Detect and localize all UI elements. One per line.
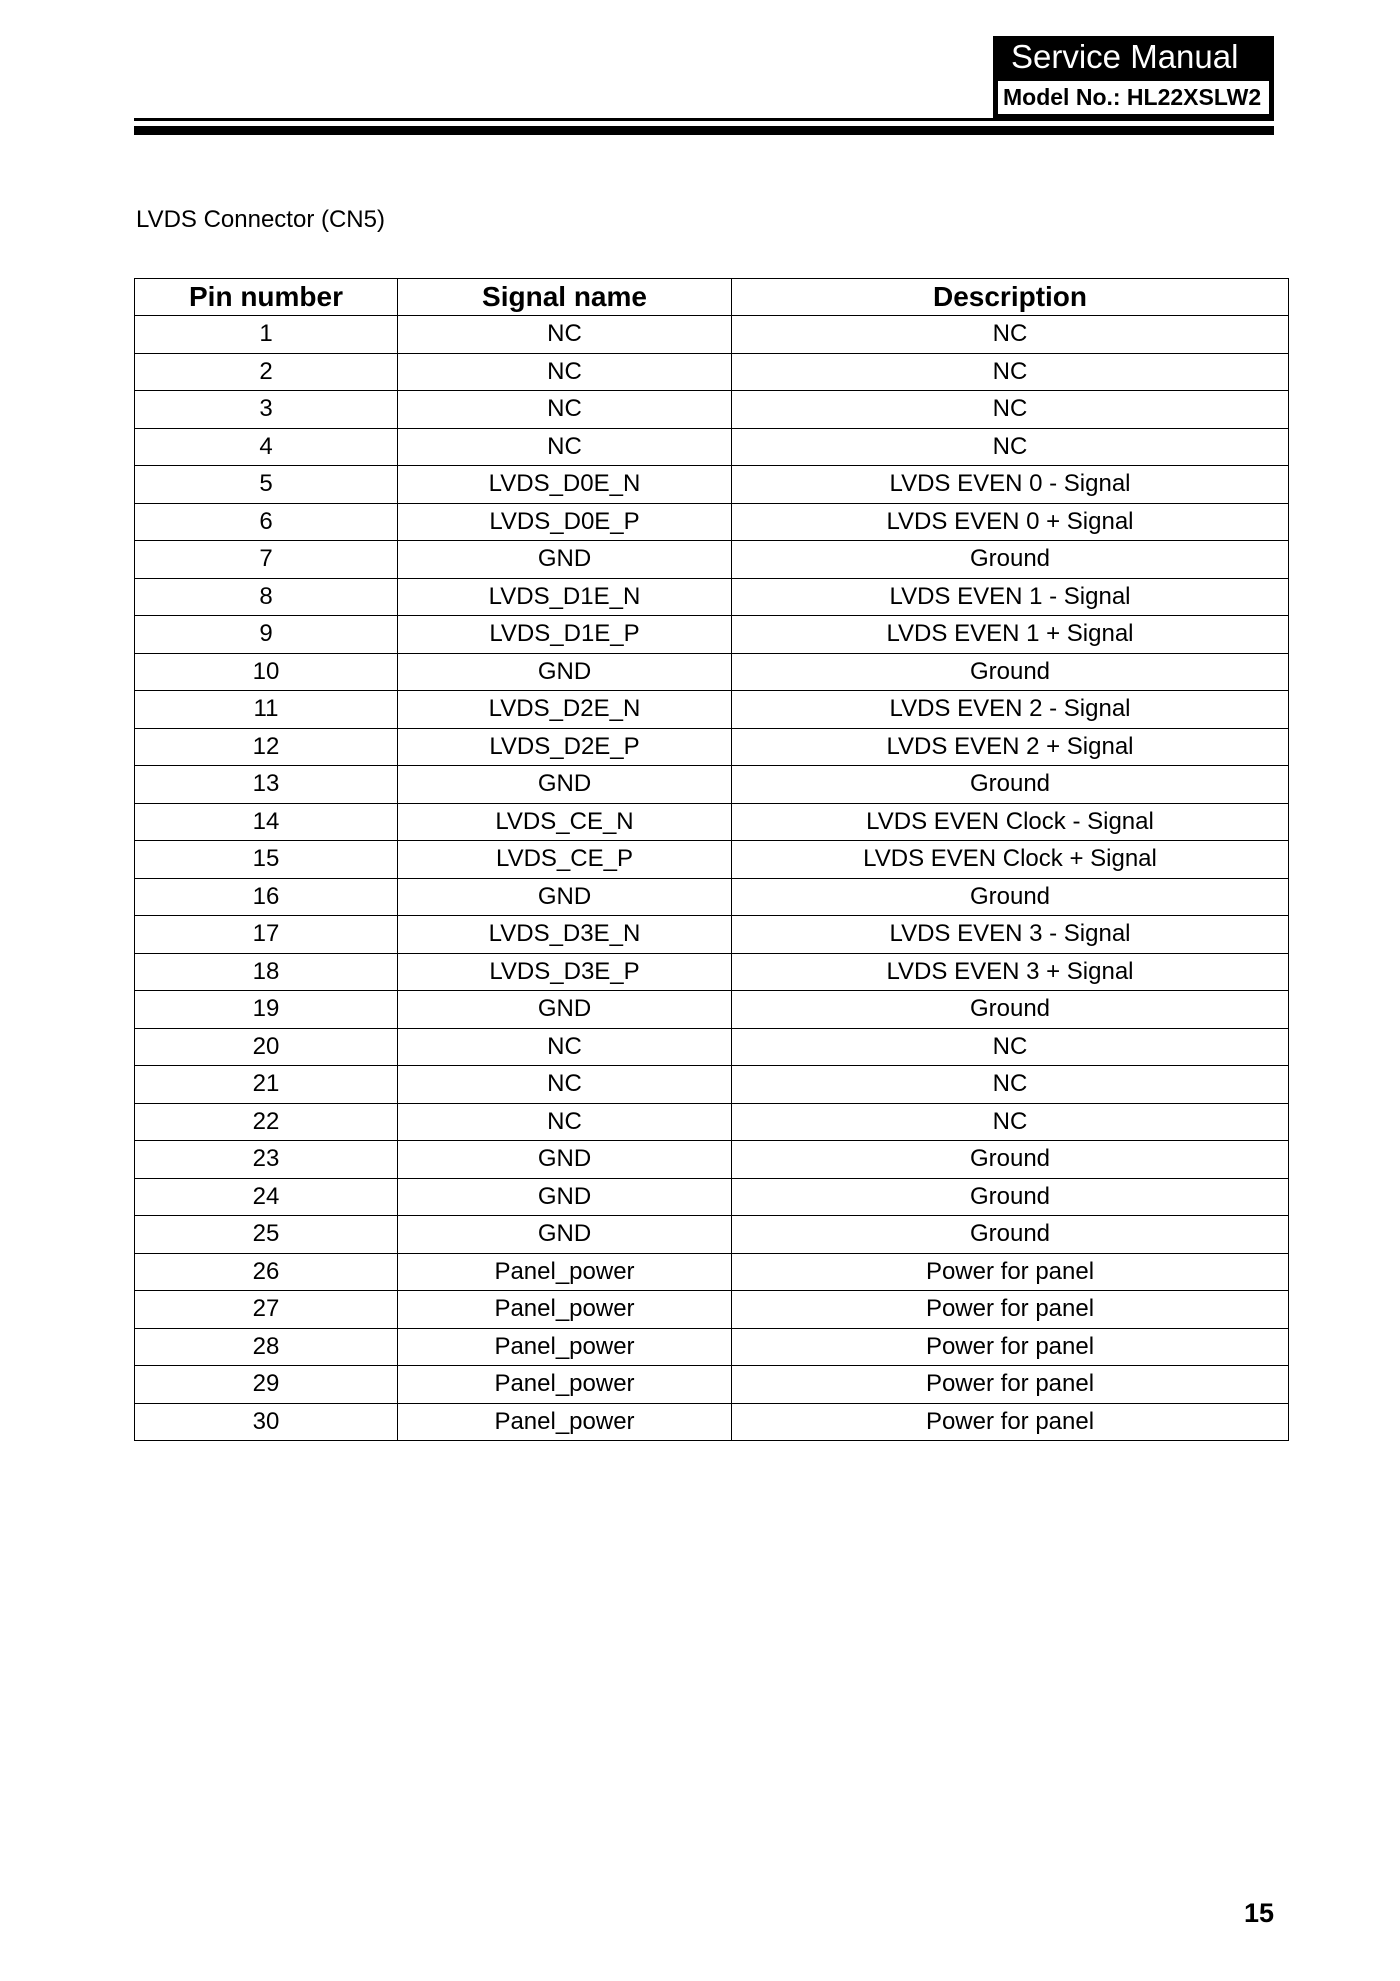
pin-number-cell: 14 [135, 803, 398, 841]
pin-number-cell: 8 [135, 578, 398, 616]
pin-number-cell: 4 [135, 428, 398, 466]
table-row [135, 316, 1289, 354]
description-cell: LVDS EVEN 2 - Signal [732, 691, 1289, 729]
table-row [135, 841, 1289, 879]
header-title: Service Manual [1011, 38, 1239, 75]
description-cell: NC [732, 316, 1289, 354]
signal-name-cell: GND [398, 541, 732, 579]
pin-number-cell: 29 [135, 1366, 398, 1404]
pin-number-cell: 12 [135, 728, 398, 766]
description-cell: LVDS EVEN Clock - Signal [732, 803, 1289, 841]
table-row [135, 541, 1289, 579]
signal-name-cell: GND [398, 1178, 732, 1216]
description-cell: LVDS EVEN 3 - Signal [732, 916, 1289, 954]
pin-number-cell: 19 [135, 991, 398, 1029]
description-cell: Power for panel [732, 1403, 1289, 1441]
pin-number-cell: 3 [135, 391, 398, 429]
pin-number-cell: 2 [135, 353, 398, 391]
signal-name-cell: LVDS_D1E_P [398, 616, 732, 654]
table-row [135, 578, 1289, 616]
table-row [135, 728, 1289, 766]
pin-number-cell: 25 [135, 1216, 398, 1254]
description-cell: LVDS EVEN 0 + Signal [732, 503, 1289, 541]
table-row [135, 503, 1289, 541]
pin-number-cell: 23 [135, 1141, 398, 1179]
pin-table-body [135, 316, 1289, 1441]
signal-name-cell: LVDS_CE_N [398, 803, 732, 841]
description-cell: LVDS EVEN 3 + Signal [732, 953, 1289, 991]
signal-name-cell: NC [398, 428, 732, 466]
description-cell: Power for panel [732, 1328, 1289, 1366]
header-rule-thin [134, 118, 1274, 121]
pin-number-cell: 26 [135, 1253, 398, 1291]
signal-name-cell: LVDS_D3E_P [398, 953, 732, 991]
pin-number-cell: 18 [135, 953, 398, 991]
description-cell: NC [732, 1103, 1289, 1141]
description-cell: Ground [732, 1178, 1289, 1216]
description-cell: LVDS EVEN 1 + Signal [732, 616, 1289, 654]
pin-number-cell: 28 [135, 1328, 398, 1366]
signal-name-cell: LVDS_D2E_N [398, 691, 732, 729]
signal-name-cell: NC [398, 1066, 732, 1104]
signal-name-cell: GND [398, 1216, 732, 1254]
description-cell: LVDS EVEN 2 + Signal [732, 728, 1289, 766]
page-number: 15 [1243, 1898, 1274, 1928]
table-row [135, 1141, 1289, 1179]
table-row [135, 1403, 1289, 1441]
table-row [135, 428, 1289, 466]
pin-number-cell: 17 [135, 916, 398, 954]
table-row [135, 1291, 1289, 1329]
signal-name-cell: Panel_power [398, 1291, 732, 1329]
table-row [135, 616, 1289, 654]
description-cell: NC [732, 1028, 1289, 1066]
signal-name-cell: Panel_power [398, 1366, 732, 1404]
signal-name-cell: NC [398, 316, 732, 354]
signal-name-cell: LVDS_D0E_P [398, 503, 732, 541]
pin-number-cell: 5 [135, 466, 398, 504]
description-cell: Ground [732, 1216, 1289, 1254]
signal-name-cell: LVDS_D1E_N [398, 578, 732, 616]
description-cell: Power for panel [732, 1291, 1289, 1329]
table-row [135, 803, 1289, 841]
table-row [135, 1216, 1289, 1254]
signal-name-cell: Panel_power [398, 1328, 732, 1366]
signal-name-cell: LVDS_D2E_P [398, 728, 732, 766]
signal-name-cell: NC [398, 1028, 732, 1066]
signal-name-cell: Panel_power [398, 1403, 732, 1441]
table-row [135, 916, 1289, 954]
description-cell: NC [732, 353, 1289, 391]
signal-name-cell: GND [398, 1141, 732, 1179]
table-row [135, 1366, 1289, 1404]
description-cell: LVDS EVEN 1 - Signal [732, 578, 1289, 616]
pin-number-cell: 9 [135, 616, 398, 654]
signal-name-cell: GND [398, 878, 732, 916]
table-row [135, 353, 1289, 391]
signal-name-cell: NC [398, 391, 732, 429]
column-header-signal-name: Signal name [398, 279, 732, 316]
signal-name-cell: LVDS_D0E_N [398, 466, 732, 504]
description-cell: LVDS EVEN Clock + Signal [732, 841, 1289, 879]
pin-number-cell: 24 [135, 1178, 398, 1216]
description-cell: Ground [732, 541, 1289, 579]
signal-name-cell: NC [398, 1103, 732, 1141]
pin-number-cell: 21 [135, 1066, 398, 1104]
pin-number-cell: 15 [135, 841, 398, 879]
pin-number-cell: 20 [135, 1028, 398, 1066]
pin-number-cell: 30 [135, 1403, 398, 1441]
table-row [135, 953, 1289, 991]
column-header-pin-number: Pin number [135, 279, 398, 316]
table-row [135, 466, 1289, 504]
pin-number-cell: 10 [135, 653, 398, 691]
table-row [135, 1066, 1289, 1104]
table-row [135, 691, 1289, 729]
signal-name-cell: LVDS_D3E_N [398, 916, 732, 954]
description-cell: Power for panel [732, 1366, 1289, 1404]
description-cell: Power for panel [732, 1253, 1289, 1291]
table-header-row [135, 279, 1289, 316]
table-row [135, 391, 1289, 429]
pin-number-cell: 22 [135, 1103, 398, 1141]
header-rule-thick [134, 126, 1274, 135]
signal-name-cell: NC [398, 353, 732, 391]
pin-number-cell: 16 [135, 878, 398, 916]
table-row [135, 991, 1289, 1029]
description-cell: Ground [732, 1141, 1289, 1179]
description-cell: Ground [732, 766, 1289, 804]
table-row [135, 1178, 1289, 1216]
table-row [135, 1253, 1289, 1291]
signal-name-cell: GND [398, 766, 732, 804]
signal-name-cell: GND [398, 653, 732, 691]
pin-number-cell: 1 [135, 316, 398, 354]
description-cell: NC [732, 428, 1289, 466]
column-header-description: Description [732, 279, 1289, 316]
manual-header-box [993, 36, 1274, 119]
pin-number-cell: 6 [135, 503, 398, 541]
description-cell: Ground [732, 991, 1289, 1029]
signal-name-cell: Panel_power [398, 1253, 732, 1291]
description-cell: Ground [732, 653, 1289, 691]
table-row [135, 1328, 1289, 1366]
pin-number-cell: 27 [135, 1291, 398, 1329]
signal-name-cell: GND [398, 991, 732, 1029]
description-cell: NC [732, 1066, 1289, 1104]
section-title: LVDS Connector (CN5) [136, 206, 385, 233]
table-row [135, 1028, 1289, 1066]
description-cell: LVDS EVEN 0 - Signal [732, 466, 1289, 504]
table-row [135, 653, 1289, 691]
table-row [135, 878, 1289, 916]
pin-number-cell: 11 [135, 691, 398, 729]
pin-number-cell: 13 [135, 766, 398, 804]
signal-name-cell: LVDS_CE_P [398, 841, 732, 879]
description-cell: Ground [732, 878, 1289, 916]
description-cell: NC [732, 391, 1289, 429]
header-model-number: Model No.: HL22XSLW2 [998, 81, 1269, 114]
table-row [135, 766, 1289, 804]
table-row [135, 1103, 1289, 1141]
pin-number-cell: 7 [135, 541, 398, 579]
pin-table [134, 278, 1289, 1441]
